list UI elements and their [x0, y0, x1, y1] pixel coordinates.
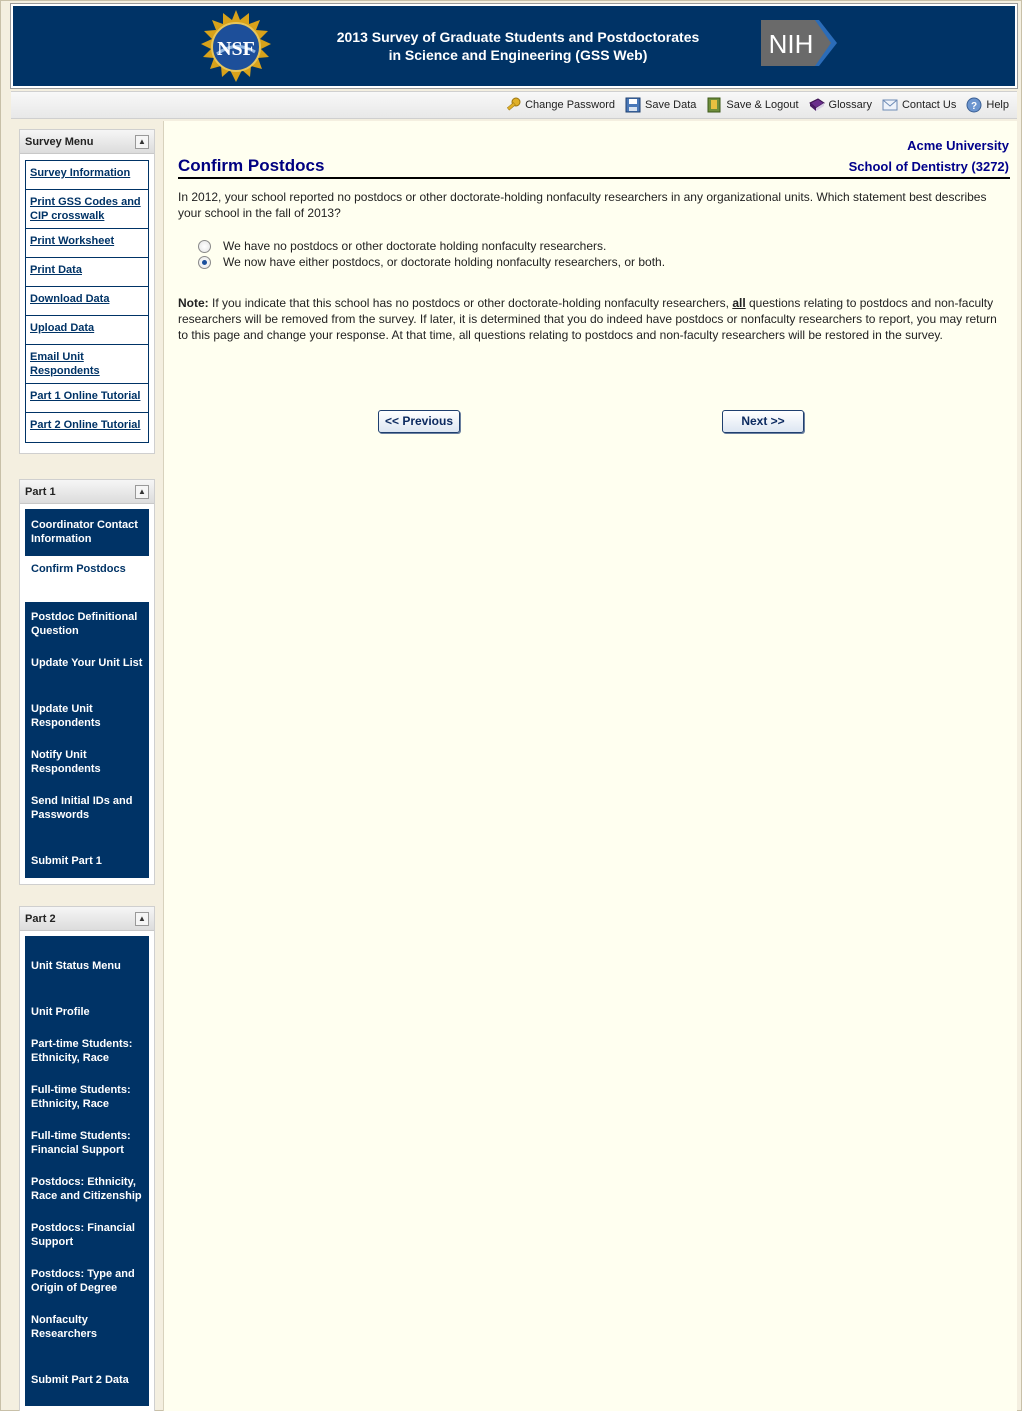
collapse-survey-menu-button[interactable]: ▲: [135, 135, 149, 149]
save-logout-icon: [706, 97, 722, 113]
save-logout-label: Save & Logout: [726, 99, 799, 111]
question-text: In 2012, your school reported no postdocs or other doctorate-holding nonfaculty researchers in any organizational units. Which statement best describes your school in the fall of 2013?: [178, 190, 987, 220]
email-unit-respondents-link[interactable]: Email Unit Respondents: [26, 345, 148, 384]
save-data-link[interactable]: [625, 97, 696, 113]
part1-tutorial-link[interactable]: Part 1 Online Tutorial: [26, 384, 148, 413]
nav-confirm-postdocs[interactable]: Confirm Postdocs: [25, 556, 149, 602]
upload-data-link[interactable]: Upload Data: [26, 316, 148, 345]
part2-menu-panel: [19, 906, 155, 1411]
nav-fulltime-ethnicity[interactable]: Full-time Students: Ethnicity, Race: [31, 1084, 131, 1110]
page-title: Confirm Postdocs: [178, 156, 325, 175]
print-data-link[interactable]: Print Data: [26, 258, 148, 287]
nav-postdocs-degree[interactable]: Postdocs: Type and Origin of Degree: [31, 1268, 135, 1294]
part1-header: [20, 480, 154, 504]
nav-update-unit-list[interactable]: Update Your Unit List: [31, 657, 143, 669]
nav-update-unit-respondents[interactable]: Update Unit Respondents: [31, 703, 101, 729]
contact-us-link[interactable]: [882, 97, 956, 113]
nav-unit-status-menu[interactable]: Unit Status Menu: [31, 960, 121, 972]
survey-title-line2: in Science and Engineering (GSS Web): [388, 47, 648, 63]
print-gss-codes-link[interactable]: Print GSS Codes and CIP crosswalk: [26, 190, 148, 229]
note-text: [178, 295, 998, 343]
nav-submit-part1[interactable]: Submit Part 1: [31, 855, 102, 867]
previous-button[interactable]: << Previous: [378, 410, 460, 433]
help-link[interactable]: [966, 97, 1009, 113]
survey-menu-panel: [19, 129, 155, 454]
note-emphasis: all: [732, 296, 746, 310]
svg-text:?: ?: [971, 101, 978, 112]
key-icon: [505, 97, 521, 113]
nih-logo-text: NIH: [768, 29, 814, 59]
note-part1: If you indicate that this school has no postdocs or other doctorate-holding nonfaculty researchers,: [208, 296, 733, 310]
glossary-link[interactable]: [809, 97, 872, 113]
collapse-part1-button[interactable]: ▲: [135, 485, 149, 499]
collapse-part2-button[interactable]: ▲: [135, 912, 149, 926]
nav-postdocs-financial[interactable]: Postdocs: Financial Support: [31, 1222, 135, 1248]
option-have-postdocs[interactable]: [198, 255, 665, 269]
nav-send-initial-ids[interactable]: Send Initial IDs and Passwords: [31, 795, 133, 821]
nsf-logo: [199, 10, 273, 84]
part1-menu-panel: [19, 479, 155, 885]
school-name: School of Dentistry (3272): [848, 159, 1009, 174]
radio-have-postdocs[interactable]: [198, 256, 211, 269]
survey-menu-title: Survey Menu: [25, 136, 94, 148]
survey-menu-links: [25, 160, 149, 443]
next-button[interactable]: Next >>: [722, 410, 804, 433]
note-label: Note:: [178, 296, 209, 310]
part2-title: Part 2: [25, 913, 56, 925]
save-data-label: Save Data: [645, 99, 697, 111]
nav-parttime-ethnicity[interactable]: Part-time Students: Ethnicity, Race: [31, 1038, 133, 1064]
title-divider: [178, 177, 1010, 179]
help-icon: [966, 97, 982, 113]
download-data-link[interactable]: Download Data: [26, 287, 148, 316]
contact-us-label: Contact Us: [901, 99, 957, 111]
nav-submit-part2[interactable]: Submit Part 2 Data: [31, 1374, 129, 1386]
part1-nav-list: [25, 509, 149, 878]
nav-postdocs-ethnicity[interactable]: Postdocs: Ethnicity, Race and Citizenship: [31, 1176, 142, 1202]
survey-information-link[interactable]: Survey Information: [26, 161, 148, 190]
part1-title: Part 1: [25, 486, 56, 498]
nsf-logo-text: NSF: [217, 38, 255, 60]
toolbar-items: [505, 97, 1009, 113]
floppy-disk-icon: [625, 97, 641, 113]
option-no-postdocs[interactable]: [198, 239, 606, 253]
option-have-postdocs-label: We now have either postdocs, or doctorate holding nonfaculty researchers, or both.: [223, 255, 666, 269]
nav-coordinator-contact[interactable]: Coordinator Contact Information: [31, 519, 138, 545]
toolbar: [11, 91, 1017, 119]
survey-title: [303, 28, 733, 64]
part2-header: [20, 907, 154, 931]
part2-nav-list: [25, 936, 149, 1406]
print-worksheet-link[interactable]: Print Worksheet: [26, 229, 148, 258]
change-password-link[interactable]: [505, 97, 615, 113]
help-label: Help: [986, 99, 1009, 111]
survey-title-line1: 2013 Survey of Graduate Students and Postdoctorates: [336, 29, 700, 45]
part2-tutorial-link[interactable]: Part 2 Online Tutorial: [30, 419, 141, 431]
note-part2: questions relating to postdocs and non-faculty researchers will be removed from the survey. If later, it is determined that you do indeed have postdocs or nonfaculty researchers to report, you may return to this page and change your response. At that time, all questions relating to postdocs and non-faculty researchers will be restored in the survey.: [178, 296, 997, 342]
nav-nonfaculty-researchers[interactable]: Nonfaculty Researchers: [31, 1314, 98, 1340]
nav-notify-unit-respondents[interactable]: Notify Unit Respondents: [31, 749, 101, 775]
option-no-postdocs-label: We have no postdocs or other doctorate holding nonfaculty researchers.: [223, 239, 607, 253]
nav-postdoc-definitional[interactable]: Postdoc Definitional Question: [31, 611, 138, 637]
glossary-label: Glossary: [828, 99, 872, 111]
header-banner: [11, 4, 1017, 88]
nav-fulltime-financial[interactable]: Full-time Students: Financial Support: [31, 1130, 131, 1156]
main-content: [163, 121, 1017, 1411]
save-logout-link[interactable]: [706, 97, 798, 113]
envelope-icon: [882, 97, 898, 113]
book-icon: [809, 97, 825, 113]
organization-name: Acme University: [907, 138, 1009, 153]
nih-logo: [759, 16, 839, 70]
survey-menu-header: [20, 130, 154, 154]
radio-no-postdocs[interactable]: [198, 240, 211, 253]
nav-unit-profile[interactable]: Unit Profile: [31, 1006, 90, 1018]
change-password-label: Change Password: [525, 99, 615, 111]
